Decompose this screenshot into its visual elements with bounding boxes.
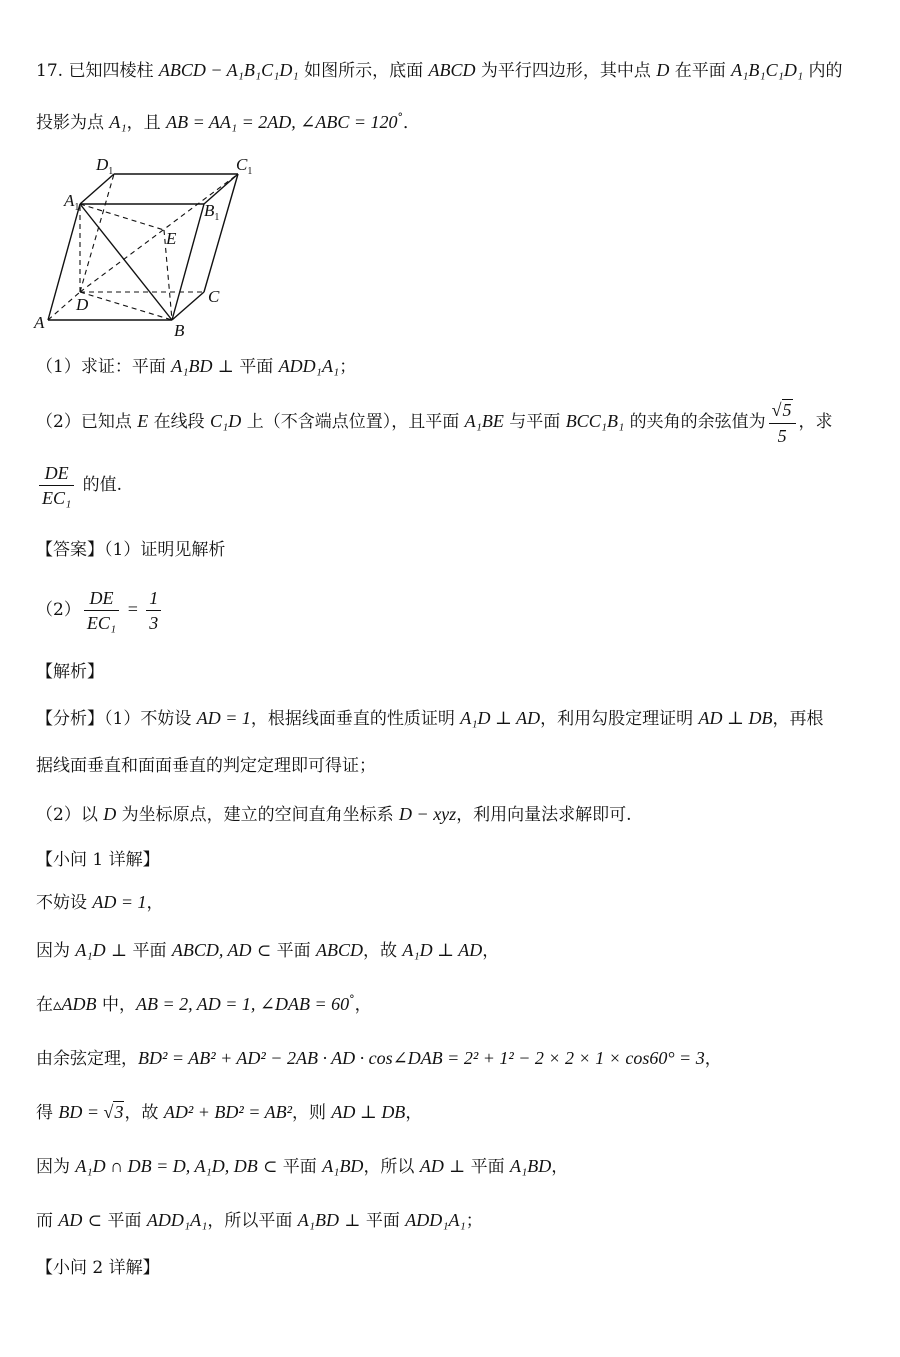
text: ⊥ 平面 [105, 941, 172, 961]
math: D − xyz [399, 804, 457, 824]
fraction-denominator: 5 [777, 425, 787, 446]
edge-db [80, 292, 172, 320]
math: AD² + BD² = AB² [163, 1102, 292, 1122]
text: 为平行四边形，其中点 [475, 61, 657, 81]
text: 17. 已知四棱柱 [36, 61, 159, 81]
math: AD [58, 1210, 83, 1230]
text: （2）以 [36, 805, 104, 825]
label-e: E [166, 229, 177, 248]
text: ； [465, 1211, 483, 1231]
label-a: A [34, 313, 45, 332]
math: ADD₁A₁ [146, 1210, 208, 1230]
math: C₁D [210, 411, 242, 431]
text: ，故 [124, 1103, 164, 1123]
answer-fraction-left [84, 587, 119, 634]
edge-c1b1 [204, 174, 238, 204]
text: 不妨设 [36, 893, 93, 913]
equals-sign: = [122, 599, 144, 619]
edge-bc [172, 292, 204, 320]
math: AD [419, 1156, 444, 1176]
detail-1-step-2 [36, 938, 499, 963]
math: A₁BD [171, 356, 213, 376]
text: 上（不含端点位置），且平面 [241, 412, 465, 432]
text: 【解析】 [36, 662, 104, 682]
cos-fraction: $\frac{√5}{5}$ [769, 399, 796, 447]
text: （1）求证：平面 [36, 357, 172, 377]
text: （2） [36, 600, 81, 620]
answer-fraction-right [146, 587, 161, 634]
fraction-numerator: 5 [782, 399, 792, 420]
fraction-numerator: DE [84, 587, 119, 611]
fenxi-line-2 [36, 754, 376, 778]
fraction-denominator: EC₁ [42, 488, 72, 508]
text: 【小问 2 详解】 [36, 1258, 160, 1278]
math: ABCD, AD [171, 940, 252, 960]
text: ⊂ 平面 [82, 1211, 147, 1231]
math: BD = [58, 1102, 104, 1122]
text: 【答案】（1）证明见解析 [36, 540, 226, 560]
text: ，利用勾股定理证明 [540, 709, 699, 729]
text: ，所以 [363, 1157, 420, 1177]
detail-1-step-7 [36, 1208, 483, 1233]
edge-bb1 [172, 204, 204, 320]
text: ⊂ 平面 [257, 1157, 323, 1177]
math: E [137, 411, 149, 431]
math: AD ⊥ DB [698, 708, 773, 728]
prism-figure [30, 150, 253, 340]
math: BCC₁B₁ [565, 411, 625, 431]
math: AB = 2, AD = 1, ∠DAB = 60 [135, 994, 350, 1014]
question-2-line-2 [36, 460, 122, 510]
text: ⊂ 平面 [251, 941, 317, 961]
math: A₁D ⊥ AD [460, 708, 541, 728]
text: ，利用向量法求解即可. [456, 805, 632, 825]
detail-1-step-3 [36, 992, 372, 1019]
question-1 [36, 354, 356, 379]
degree-sign: ° [349, 993, 355, 1006]
fraction-numerator: DE [39, 462, 74, 486]
edge-cc1 [204, 174, 238, 292]
edge-a1b [80, 204, 172, 320]
problem-line-1 [36, 58, 843, 83]
text: ； [339, 357, 357, 377]
text: ，故 [363, 941, 403, 961]
text: 在线段 [148, 412, 211, 432]
text: ， [405, 1103, 423, 1123]
fenxi-line-3 [36, 802, 632, 827]
math: AD = 1 [196, 708, 251, 728]
text: ． [403, 113, 421, 133]
math: A₁D ⊥ AD [402, 940, 483, 960]
text: ，根据线面垂直的性质证明 [250, 709, 461, 729]
answer-2 [36, 584, 164, 635]
text: （2）已知点 [36, 412, 138, 432]
text: ， [482, 941, 500, 961]
text: 因为 [36, 1157, 76, 1177]
text: 内的 [803, 61, 843, 81]
edge-a1e [80, 204, 164, 230]
text: 的夹角的余弦值为 [624, 412, 766, 432]
sqrt-radicand: 3 [114, 1102, 124, 1122]
text: ，再根 [772, 709, 824, 729]
fraction-denominator: 3 [149, 613, 159, 633]
text: ⊥ 平面 [212, 357, 279, 377]
label-b: B [174, 321, 185, 340]
math: ADB [61, 994, 97, 1014]
fenxi-line-1 [36, 706, 823, 731]
math: ABCD − A₁B₁C₁D₁ [158, 60, 299, 80]
text: ， [551, 1157, 569, 1177]
detail-1-step-4 [36, 1046, 722, 1071]
text: 因为 [36, 941, 76, 961]
edge-a1d1 [80, 174, 114, 204]
math: ADD₁A₁ [278, 356, 340, 376]
math: A₁D [75, 940, 106, 960]
math: A₁BD [510, 1156, 552, 1176]
text: ， [354, 995, 372, 1015]
text: ， [704, 1049, 722, 1069]
text: 在▵ [36, 995, 62, 1015]
text: 中， [96, 995, 136, 1015]
math: AD = 1 [92, 892, 147, 912]
fraction-denominator: EC₁ [86, 613, 117, 633]
text: ⊥ 平面 [443, 1157, 511, 1177]
detail-1-step-1 [36, 890, 164, 915]
math: A₁ [109, 112, 127, 132]
math: A₁BD [322, 1156, 364, 1176]
detail-1-step-6 [36, 1154, 568, 1179]
label-d1: $D_1$ [96, 155, 114, 177]
text: 为坐标原点，建立的空间直角坐标系 [116, 805, 400, 825]
math: AD ⊥ DB [331, 1102, 406, 1122]
math: A₁BD [297, 1210, 340, 1230]
label-b1: $B_1$ [204, 201, 220, 223]
math: D [656, 60, 670, 80]
label-a1: $A_1$ [64, 191, 80, 213]
question-2 [36, 396, 833, 447]
math: A₁B₁C₁D₁ [731, 60, 804, 80]
problem-line-2 [36, 110, 420, 137]
fraction-numerator: 1 [146, 587, 161, 611]
math: D [103, 804, 117, 824]
text: ，求 [798, 412, 833, 432]
text: 与平面 [503, 412, 566, 432]
degree-sign: ° [397, 111, 404, 124]
math: ABCD [316, 940, 364, 960]
text: 而 [36, 1211, 59, 1231]
label-c: C [208, 287, 220, 306]
text: ，则 [291, 1103, 332, 1123]
text: 得 [36, 1103, 59, 1123]
text: ， [146, 893, 164, 913]
text: 如图所示，底面 [298, 61, 429, 81]
math: ABCD [428, 60, 476, 80]
text: ，且 [126, 113, 167, 133]
math: A₁D ∩ DB = D, A₁D, DB [75, 1156, 258, 1176]
text: 【分析】（1）不妨设 [36, 709, 197, 729]
detail-1-step-5 [36, 1100, 422, 1125]
detail-2-title [36, 1256, 160, 1280]
text: 据线面垂直和面面垂直的判定定理即可得证； [36, 756, 376, 776]
text: 的值. [77, 475, 123, 495]
text: ，所以平面 [207, 1211, 298, 1231]
label-c1: $C_1$ [236, 155, 253, 177]
text: 投影为点 [36, 113, 110, 133]
math: A₁BE [464, 411, 504, 431]
answer-title [36, 538, 225, 562]
math: AB = AA₁ = 2AD, ∠ABC = 120 [166, 112, 398, 132]
text: 【小问 1 详解】 [36, 850, 160, 870]
edge-dd1 [80, 174, 114, 292]
text: 由余弦定理， [36, 1049, 138, 1069]
math: ADD₁A₁ [405, 1210, 466, 1230]
sqrt-sign: √3 [103, 1102, 124, 1122]
text: 在平面 [669, 61, 732, 81]
math: BD² = AB² + AD² − 2AB · AD · cos∠DAB = 2² + 1² − 2 × 2 × 1 × cos60° = 3 [138, 1048, 705, 1068]
ratio-fraction [39, 462, 74, 509]
analysis-title [36, 660, 104, 684]
text: ⊥ 平面 [339, 1211, 406, 1231]
detail-1-title [36, 848, 160, 872]
label-d: D [76, 295, 89, 314]
